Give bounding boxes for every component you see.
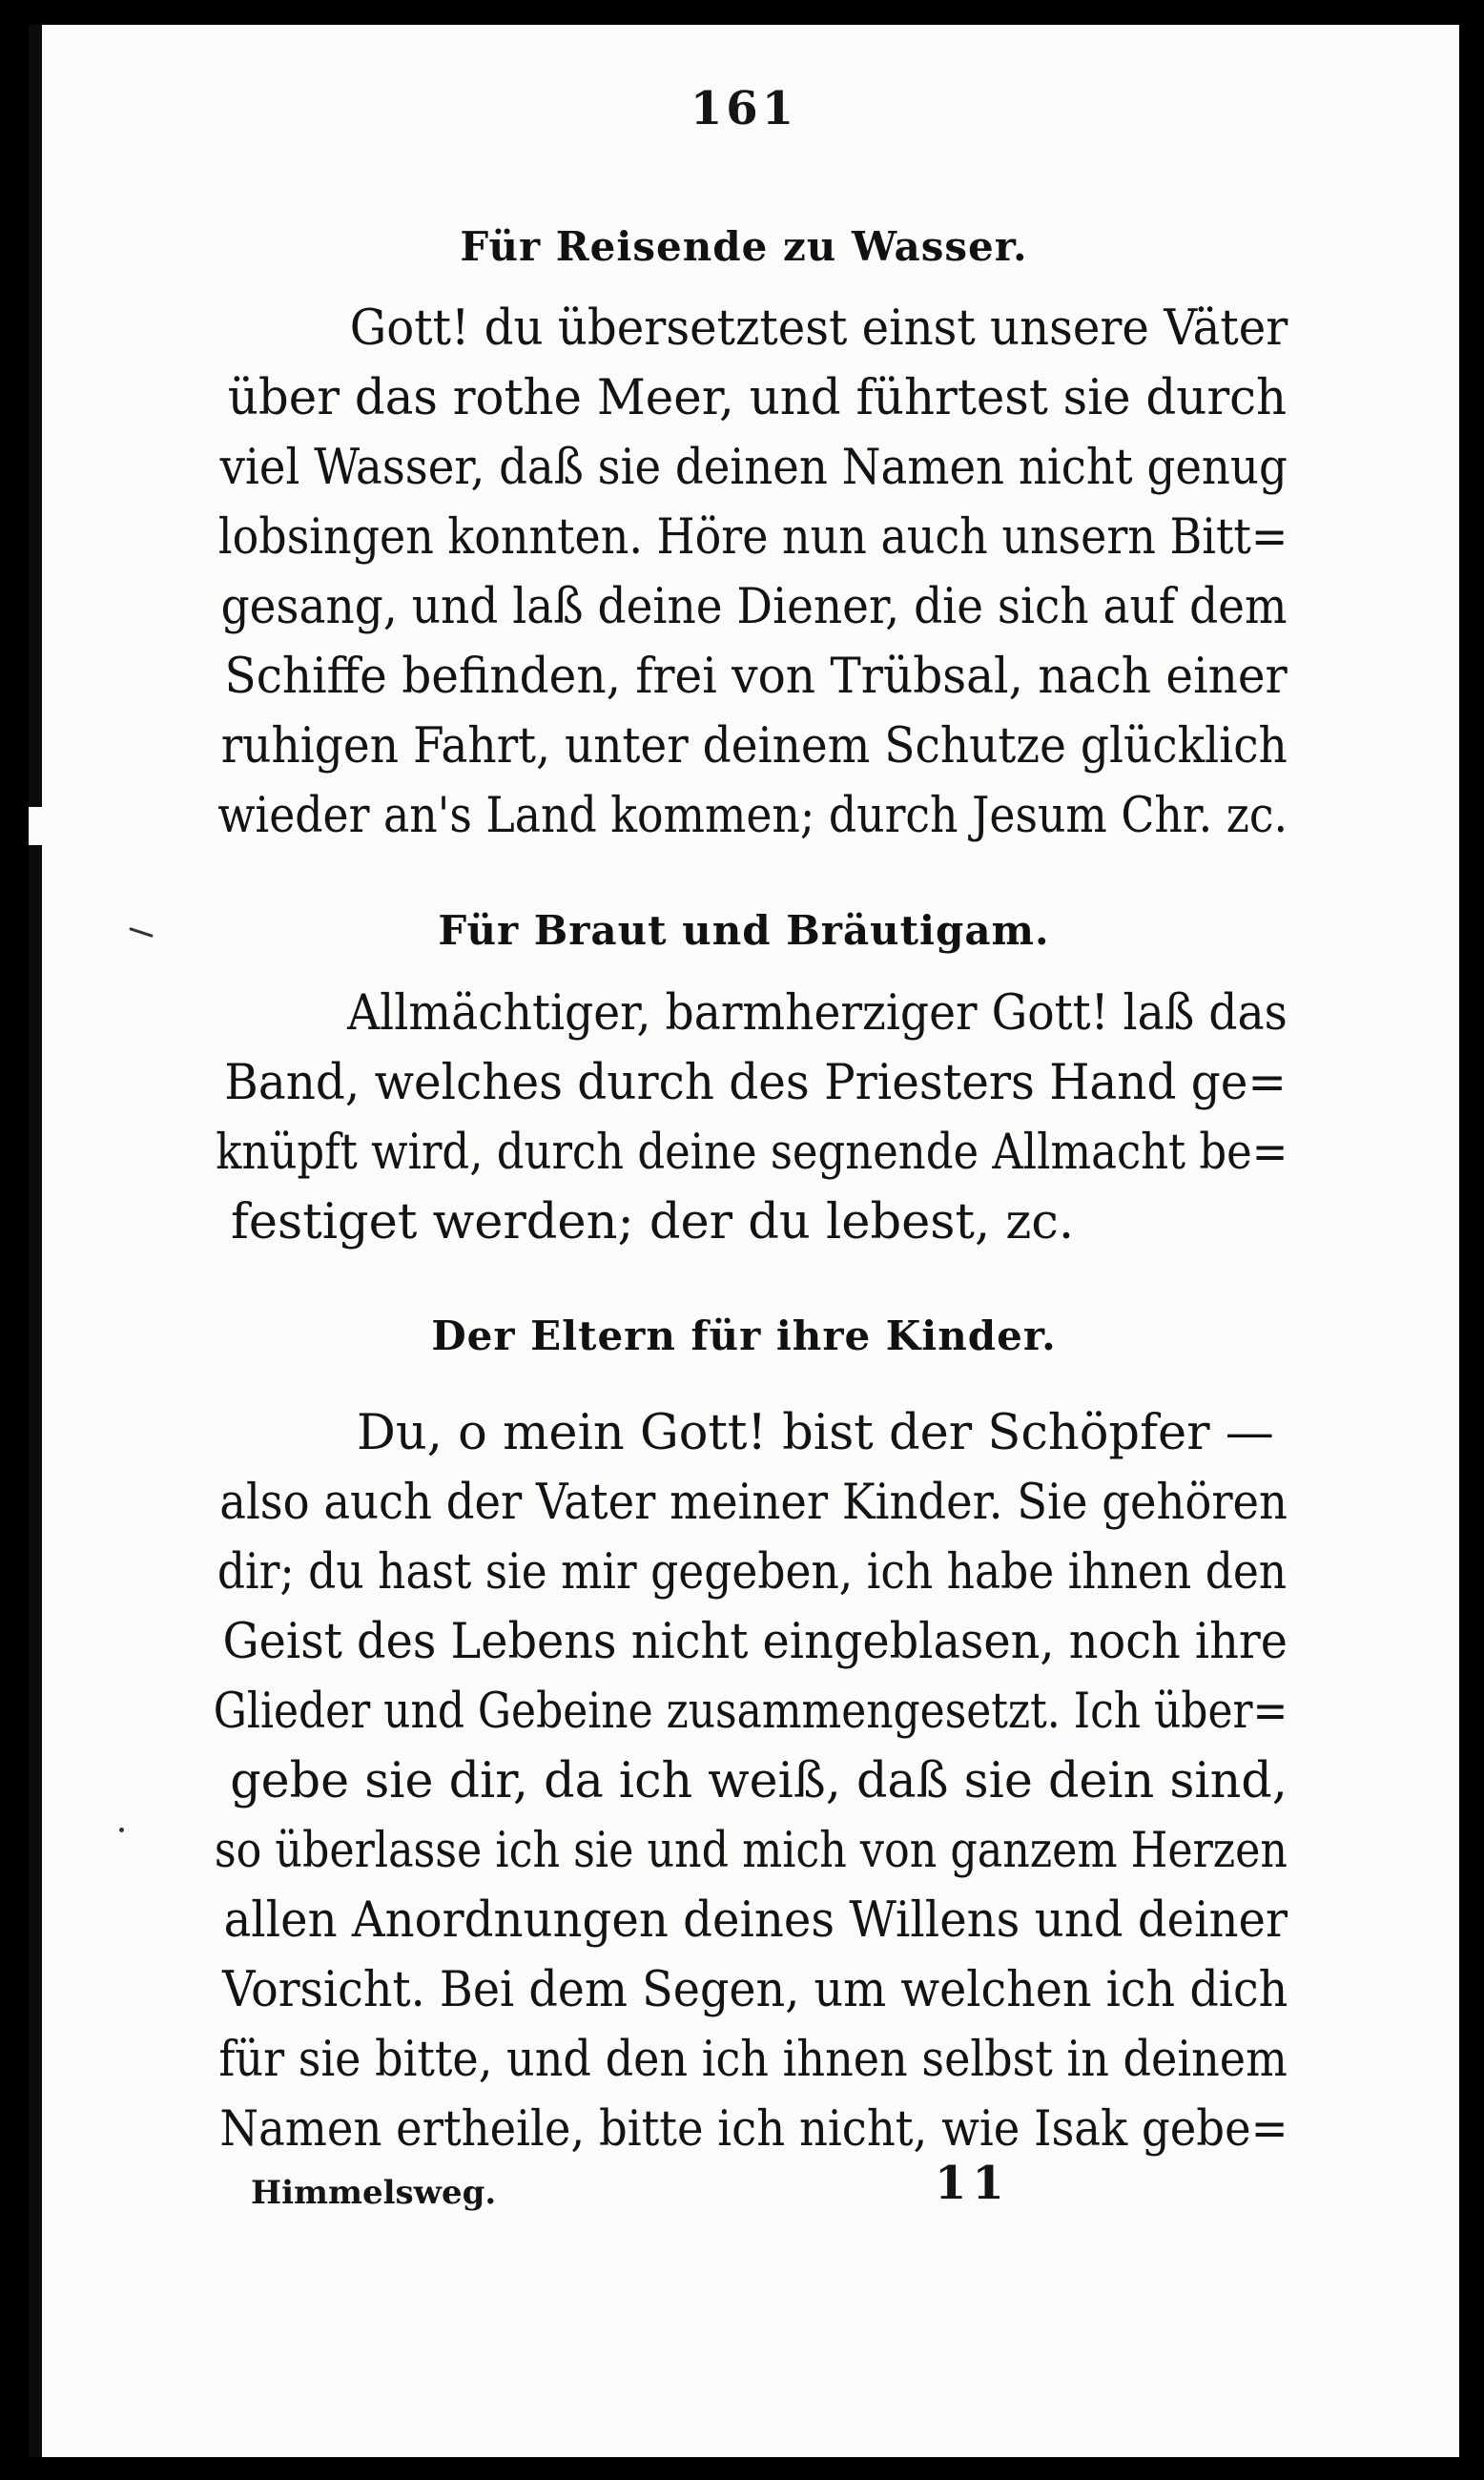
scan-edge-gap bbox=[29, 807, 42, 845]
text-line: für sie bitte, und den ich ihnen selbst in deinem bbox=[218, 2032, 1288, 2088]
text-line: Band, welches durch des Priesters Hand ge= bbox=[224, 1055, 1287, 1111]
section-title-travellers: Für Reisende zu Wasser. bbox=[460, 223, 1028, 270]
scan-binding-edge bbox=[29, 25, 42, 2457]
text-line: viel Wasser, daß sie deinen Namen nicht genug bbox=[219, 440, 1288, 496]
text-line: Schiffe befinden, frei von Trübsal, nach einer bbox=[224, 649, 1288, 705]
text-line: festiget werden; der du lebest, zc. bbox=[231, 1194, 1075, 1250]
prayer-travellers bbox=[105, 294, 1288, 851]
text-line: gebe sie dir, da ich weiß, daß sie dein sind, bbox=[230, 1753, 1288, 1809]
text-line: dir; du hast sie mir gegeben, ich habe ihnen den bbox=[216, 1544, 1288, 1601]
text-line: also auch der Vater meiner Kinder. Sie gehören bbox=[219, 1475, 1288, 1531]
signature-number: 11 bbox=[935, 2157, 1010, 2210]
text-line: Gott! du übersetztest einst unsere Väter bbox=[349, 300, 1288, 357]
text-line: Glieder und Gebeine zusammengesetzt. Ich über= bbox=[213, 1684, 1288, 1740]
text-line: wieder an's Land kommen; durch Jesum Chr. zc. bbox=[217, 788, 1288, 844]
text-line: Geist des Lebens nicht eingeblasen, noch ihre bbox=[222, 1614, 1288, 1670]
text-line: Du, o mein Gott! bist der Schöpfer — bbox=[357, 1405, 1274, 1461]
section-title-parents: Der Eltern für ihre Kinder. bbox=[431, 1312, 1057, 1359]
text-line: so überlasse ich sie und mich von ganzem Herzen bbox=[214, 1823, 1288, 1879]
signature-mark: Himmelsweg. bbox=[251, 2174, 497, 2212]
book-page bbox=[29, 25, 1459, 2457]
text-line: lobsingen konnten. Höre nun auch unsern Bitt= bbox=[217, 509, 1288, 566]
text-line: über das rothe Meer, und führtest sie durch bbox=[227, 370, 1288, 426]
text-line: knüpft wird, durch deine segnende Allmacht be= bbox=[216, 1125, 1288, 1181]
text-line: allen Anordnungen deines Willens und deiner bbox=[223, 1892, 1288, 1949]
scan-speck bbox=[119, 1828, 124, 1832]
text-line: Allmächtiger, barmherziger Gott! laß das bbox=[347, 985, 1288, 1042]
text-line: Vorsicht. Bei dem Segen, um welchen ich dich bbox=[222, 1962, 1288, 2018]
text-line: gesang, und laß deine Diener, die sich auf dem bbox=[220, 579, 1288, 635]
page-number: 161 bbox=[690, 82, 798, 135]
text-line: ruhigen Fahrt, unter deinem Schutze glücklich bbox=[220, 718, 1288, 775]
section-title-bride-groom: Für Braut und Bräutigam. bbox=[438, 907, 1050, 954]
prayer-bride-groom bbox=[105, 979, 1288, 1257]
text-line: Namen ertheile, bitte ich nicht, wie Isak gebe= bbox=[219, 2101, 1288, 2158]
prayer-parents bbox=[105, 1398, 1288, 2164]
